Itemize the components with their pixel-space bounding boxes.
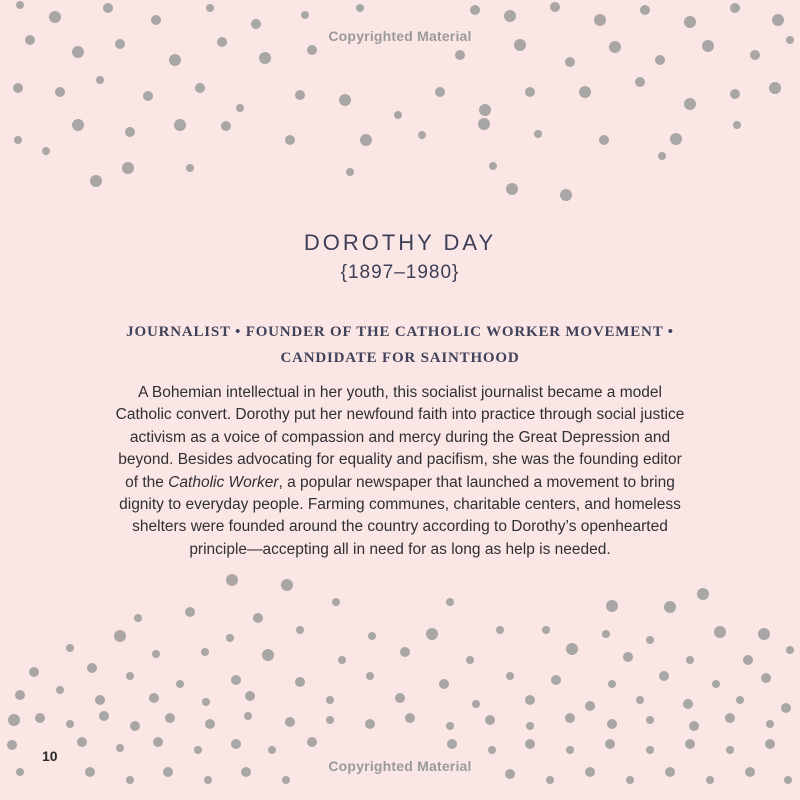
roles-subtitle [60, 319, 740, 371]
body-line-4: beyond. Besides advocating for equality and pacifism, she was the founding editor [118, 451, 682, 469]
life-years: {1897–1980} [340, 262, 460, 283]
body-line-2: Catholic convert. Dorothy put her newfound faith into practice through social justice [115, 406, 685, 424]
body-line-7: shelters were founded around the country according to Dorothy’s openhearted [132, 518, 668, 536]
roles-line-1: JOURNALIST • FOUNDER OF THE CATHOLIC WORKER MOVEMENT • [126, 324, 674, 340]
copyright-watermark-bottom: Copyrighted Material [328, 758, 472, 774]
roles-line-2: CANDIDATE FOR SAINTHOOD [280, 350, 520, 366]
page-number: 10 [42, 748, 58, 764]
publication-title: Catholic Worker [168, 473, 279, 491]
body-line-1: A Bohemian intellectual in her youth, this socialist journalist became a model [138, 384, 662, 401]
body-line-8: principle—accepting all in need for as long as help is needed. [189, 540, 611, 558]
body-line-5-pre: of the [125, 473, 169, 491]
page-title: DOROTHY DAY [303, 230, 497, 255]
body-line-5-post: , a popular newspaper that launched a movement to bring [278, 473, 675, 491]
body-line-5 [70, 472, 730, 494]
body-line-3: activism as a voice of compassion and mercy during the Great Depression and [129, 428, 671, 446]
body-line-6: dignity to everyday people. Farming communes, charitable centers, and homeless [119, 496, 681, 514]
copyright-watermark-top: Copyrighted Material [328, 28, 472, 44]
biography-paragraph [70, 382, 730, 561]
